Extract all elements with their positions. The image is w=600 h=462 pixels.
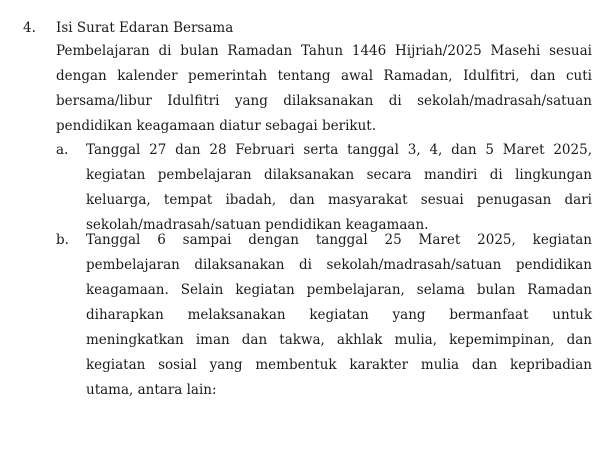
intro-line: pendidikan keagamaan diatur sebagai berikut. <box>56 118 377 134</box>
list-item-marker-b: b. <box>56 232 69 248</box>
list-item-b <box>86 228 592 403</box>
intro-line: dengan kalender pemerintah tentang awal Ramadan, Idulfitri, dan cuti <box>56 68 592 84</box>
list-item-line: keagamaan. Selain kegiatan pembelajaran, selama bulan Ramadan <box>86 282 592 298</box>
section-title: Isi Surat Edaran Bersama <box>56 20 234 36</box>
list-item-line: Tanggal 27 dan 28 Februari serta tanggal 3, 4, dan 5 Maret 2025, <box>86 142 592 158</box>
list-item-line: sekolah/madrasah/satuan pendidikan keagamaan. <box>86 217 429 233</box>
list-item-line: meningkatkan iman dan takwa, akhlak mulia, kepemimpinan, dan <box>86 332 592 348</box>
intro-paragraph <box>56 39 592 139</box>
list-item-line: utama, antara lain: <box>86 382 217 398</box>
intro-line: Pembelajaran di bulan Ramadan Tahun 1446 Hijriah/2025 Masehi sesuai <box>56 43 592 59</box>
list-item-line: kegiatan sosial yang membentuk karakter mulia dan kepribadian <box>86 357 592 373</box>
intro-line: bersama/libur Idulfitri yang dilaksanakan di sekolah/madrasah/satuan <box>56 93 592 109</box>
section-number: 4. <box>23 20 36 36</box>
list-item-line: pembelajaran dilaksanakan di sekolah/madrasah/satuan pendidikan <box>86 257 592 273</box>
list-item-line: keluarga, tempat ibadah, dan masyarakat sesuai penugasan dari <box>86 192 592 208</box>
list-item-line: kegiatan pembelajaran dilaksanakan secara mandiri di lingkungan <box>86 167 592 183</box>
list-item-a <box>86 138 592 238</box>
list-item-line: diharapkan melaksanakan kegiatan yang bermanfaat untuk <box>86 307 592 323</box>
list-item-marker-a: a. <box>56 142 69 158</box>
list-item-line: Tanggal 6 sampai dengan tanggal 25 Maret 2025, kegiatan <box>86 232 592 248</box>
